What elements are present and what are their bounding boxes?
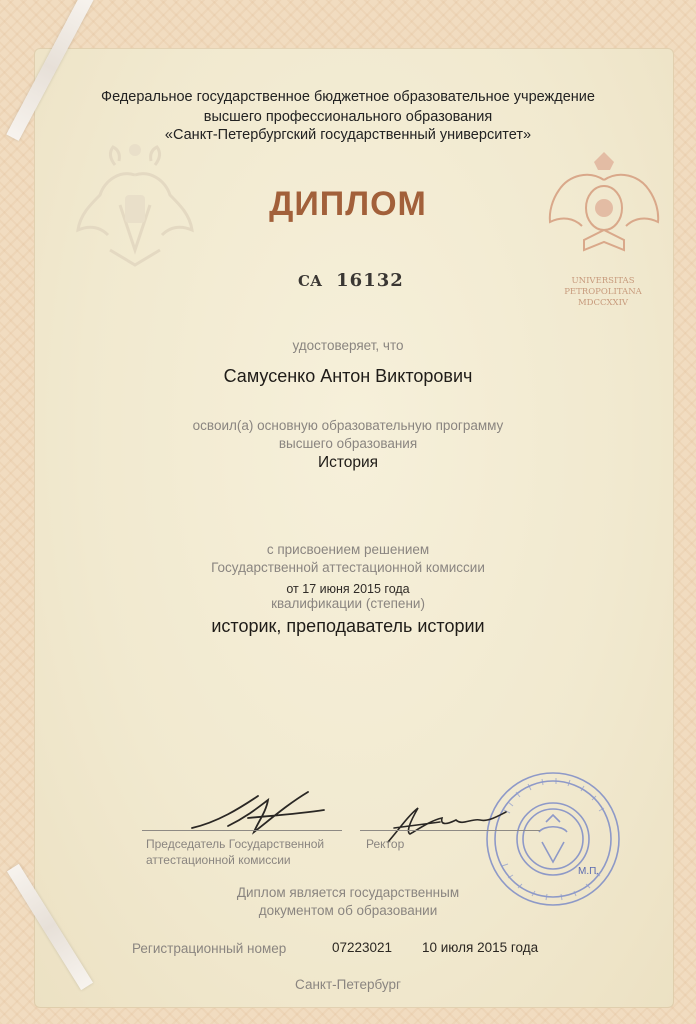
crest-text-line3: MDCCXXIV <box>577 298 629 308</box>
seal-mark: М.П. <box>578 866 600 877</box>
program-name: История <box>317 454 379 471</box>
mastered-line1: освоил(а) основную образовательную программу <box>192 418 504 433</box>
registration-date: 10 июля 2015 года <box>422 940 539 955</box>
registration-number: 07223021 <box>332 940 393 955</box>
serial-digits: 16132 <box>336 270 404 291</box>
certifies-text: удостоверяет, что <box>292 338 404 353</box>
chair-signature-line <box>142 830 342 831</box>
chair-label-line2: аттестационной комиссии <box>146 853 291 867</box>
holder-name: Самусенко Антон Викторович <box>223 366 473 386</box>
mastered-line2: высшего образования <box>278 436 418 451</box>
qualification-value: историк, преподаватель истории <box>211 616 485 636</box>
registration-label: Регистрационный номер <box>132 941 287 956</box>
award-line1: с присвоением решением <box>266 542 430 557</box>
document-title: ДИПЛОМ <box>269 185 427 223</box>
serial-series: СА <box>298 272 323 290</box>
award-line2: Государственной аттестационной комиссии <box>211 560 485 575</box>
crest-text-line1: UNIVERSITAS <box>571 276 635 286</box>
header-line2: высшего профессионального образования <box>203 109 493 125</box>
chair-label-line1: Председатель Государственной <box>146 837 325 851</box>
rector-signature-line <box>360 830 540 831</box>
rector-label: Ректор <box>366 837 405 851</box>
header-line1: Федеральное государственное бюджетное образовательное учреждение <box>101 89 595 105</box>
serial-number <box>298 270 404 291</box>
issue-city: Санкт-Петербург <box>295 977 401 992</box>
legal-line1: Диплом является государственным <box>236 885 460 900</box>
qualification-label: квалификации (степени) <box>271 596 425 611</box>
crest-text-line2: PETROPOLITANA <box>564 287 642 297</box>
decision-date: от 17 июня 2015 года <box>286 582 410 596</box>
legal-line2: документом об образовании <box>258 903 438 918</box>
header-line3: «Санкт-Петербургский государственный университет» <box>164 127 532 143</box>
